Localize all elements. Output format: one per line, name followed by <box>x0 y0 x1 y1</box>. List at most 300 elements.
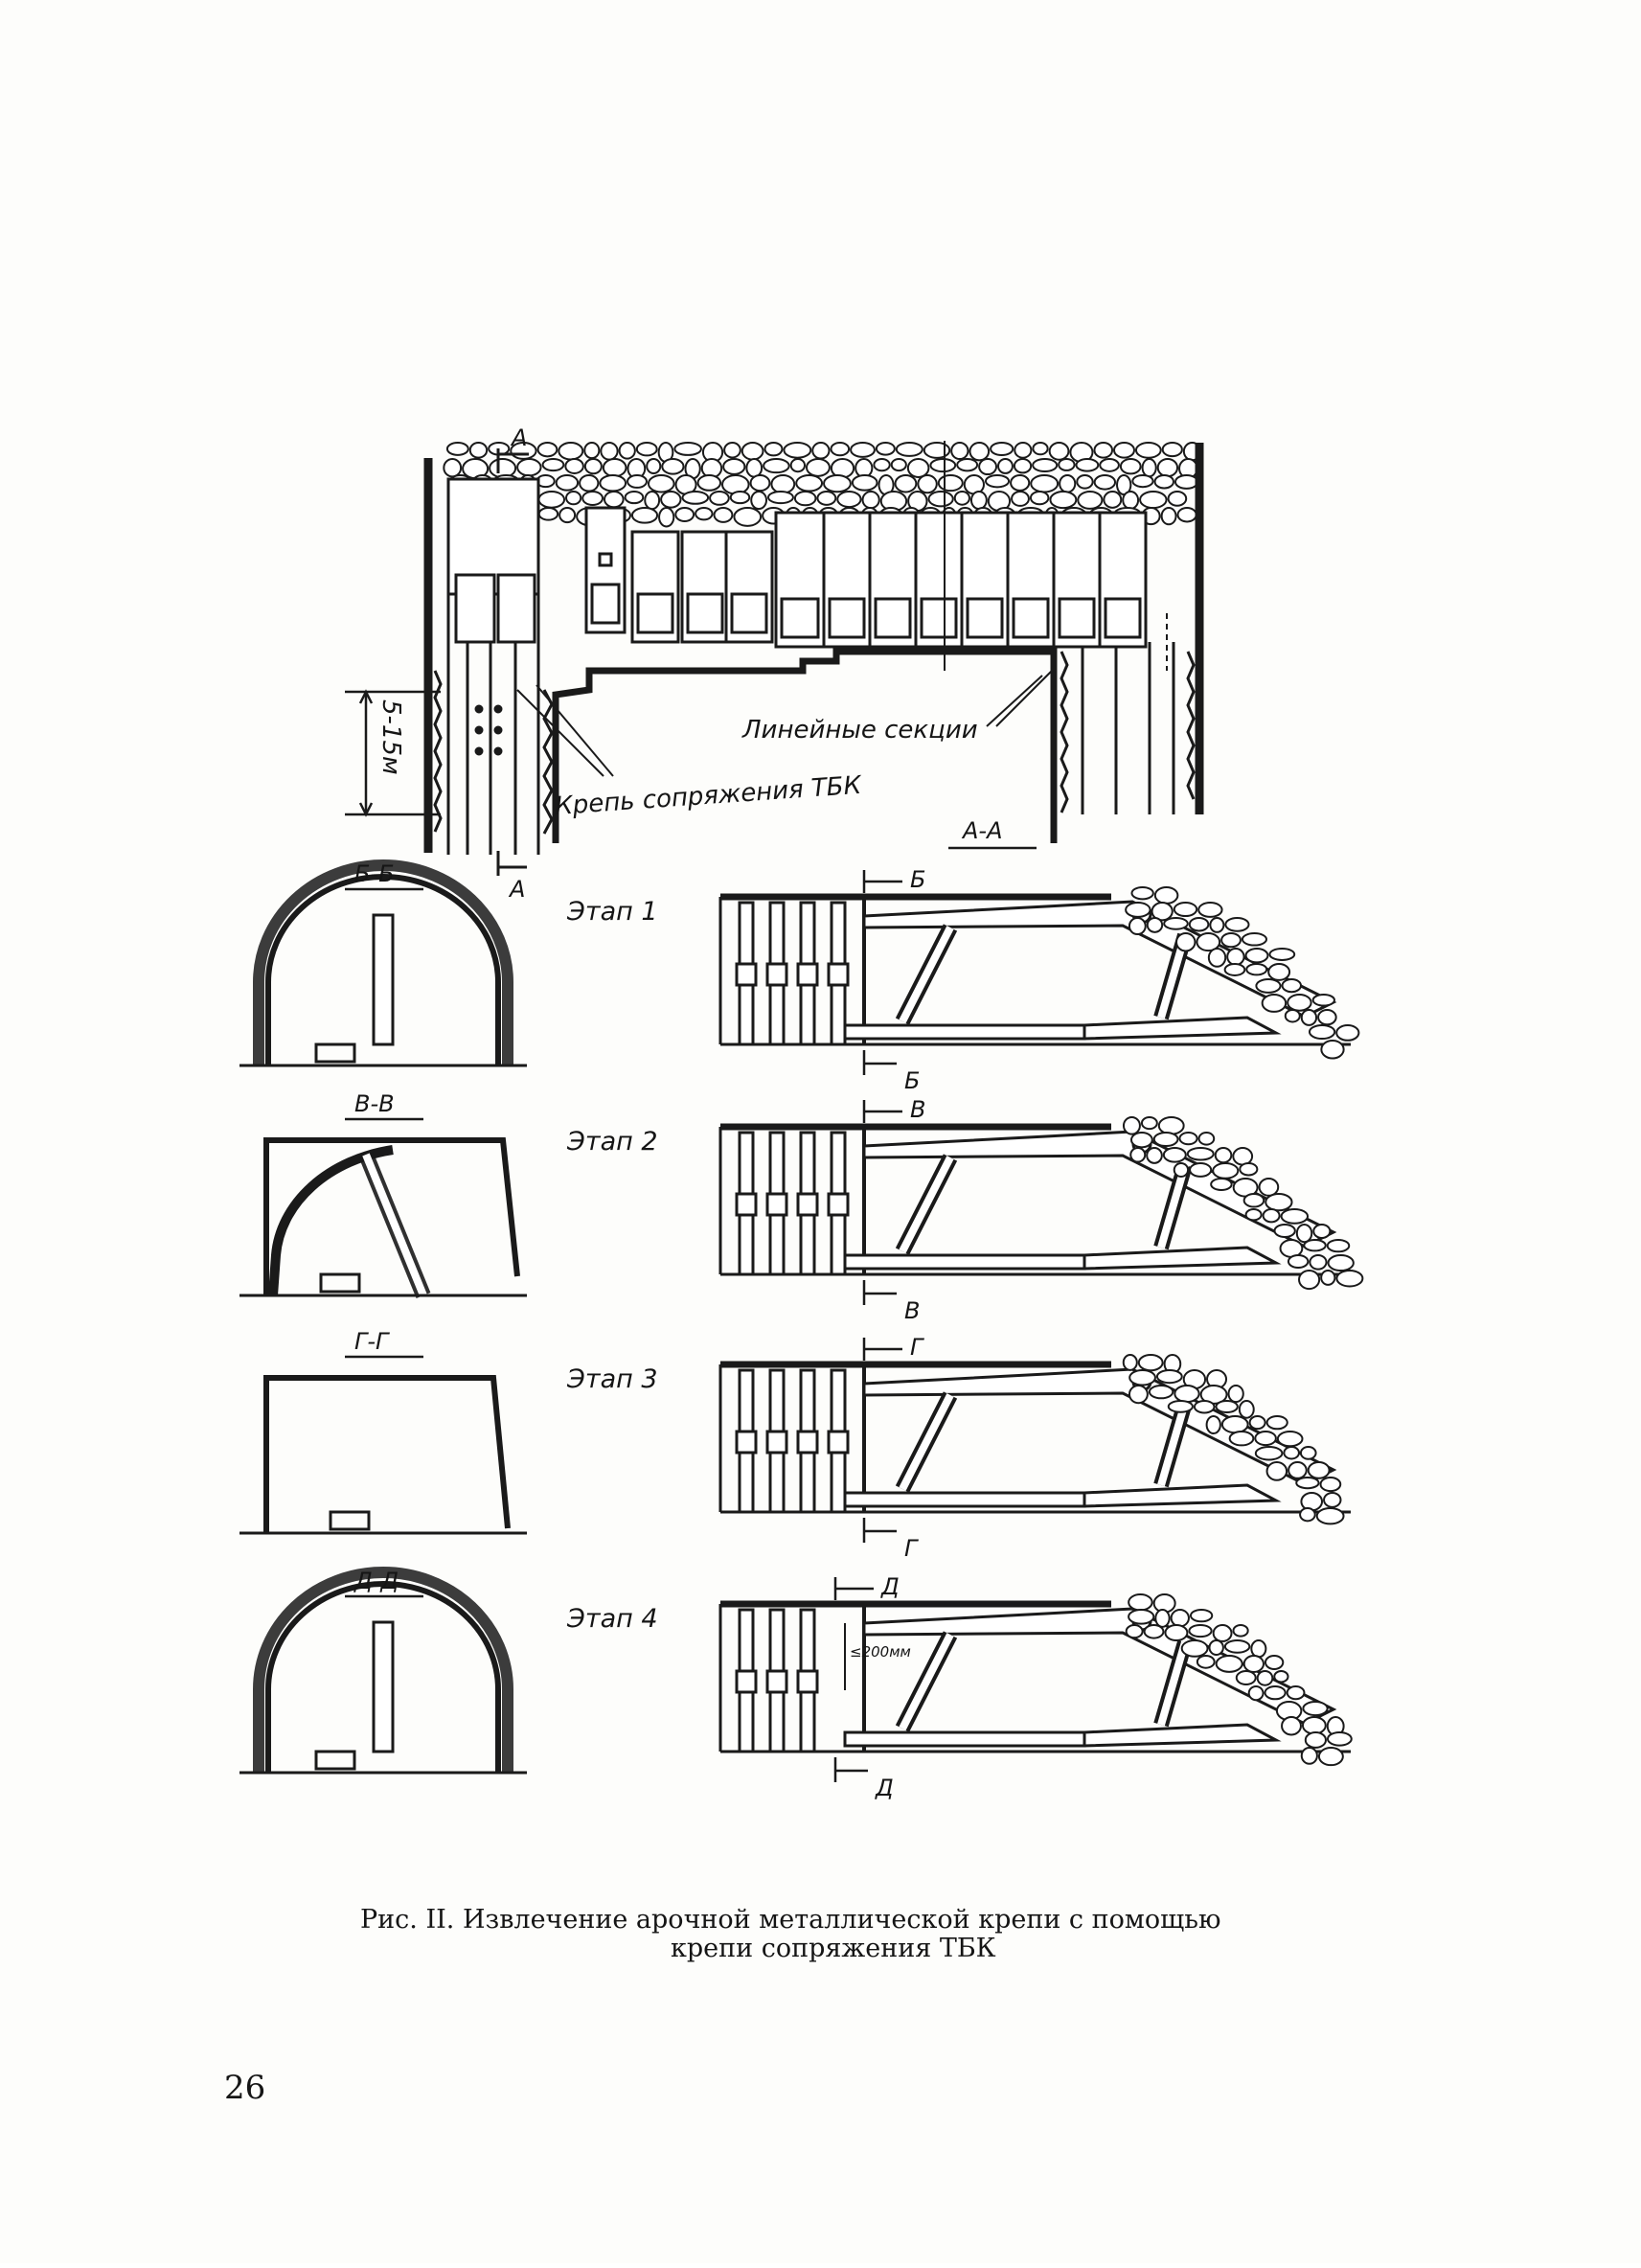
rock <box>1216 1148 1232 1162</box>
rock <box>1174 1163 1188 1177</box>
section-leg <box>922 599 956 637</box>
rock <box>1157 1370 1182 1383</box>
rock <box>1249 1686 1264 1700</box>
rock <box>1145 1625 1164 1638</box>
section-leg <box>732 594 766 632</box>
conveyor <box>316 1752 354 1769</box>
post-clamp <box>767 964 786 985</box>
rock <box>1124 1355 1137 1370</box>
rock <box>1129 918 1146 934</box>
rock <box>853 475 877 491</box>
rock <box>751 475 770 491</box>
rock <box>1169 1401 1193 1412</box>
rock <box>1129 1386 1148 1403</box>
rock <box>1265 1686 1286 1699</box>
rock <box>784 443 810 458</box>
rock <box>929 492 953 506</box>
rock <box>1309 1462 1330 1478</box>
rock <box>565 459 583 473</box>
rock <box>1230 1432 1254 1445</box>
linear-sections <box>586 508 1146 647</box>
cross-section <box>239 865 527 1065</box>
rock <box>539 492 565 508</box>
section-leg <box>1014 599 1048 637</box>
rock <box>957 459 977 470</box>
rock <box>1100 459 1119 471</box>
rock <box>1301 1447 1316 1459</box>
section-title: Г-Г <box>354 1328 389 1355</box>
rock <box>1195 1401 1215 1412</box>
rock <box>674 443 701 455</box>
roof-frame <box>266 1378 508 1533</box>
rock <box>604 492 624 507</box>
prop <box>374 1622 393 1752</box>
section-mark-top: В <box>910 1096 926 1123</box>
post-clamp <box>798 1671 817 1692</box>
rock <box>649 475 674 493</box>
rock <box>924 443 949 458</box>
rock <box>1199 1133 1215 1145</box>
rock <box>1172 1610 1189 1626</box>
rock <box>1282 1209 1308 1224</box>
section-leg <box>782 599 818 637</box>
rock <box>1213 1163 1238 1179</box>
rock <box>863 492 879 508</box>
post-clamp <box>737 1671 756 1692</box>
rock <box>722 475 749 493</box>
rock <box>918 475 936 493</box>
rock <box>1127 1625 1143 1638</box>
rock <box>1240 1401 1254 1418</box>
rock <box>1310 1025 1334 1039</box>
rock <box>1209 949 1225 967</box>
rock <box>1255 1432 1276 1445</box>
rock <box>955 492 969 505</box>
rock <box>1162 508 1176 524</box>
rock <box>1077 475 1092 489</box>
rock <box>1207 1416 1220 1433</box>
rock <box>698 475 720 491</box>
section-leg <box>968 599 1002 637</box>
rock <box>1304 1240 1325 1250</box>
section-marker <box>600 554 611 565</box>
side-view <box>720 870 1358 1075</box>
rock <box>1124 1117 1140 1134</box>
section-mark-bottom: Б <box>904 1067 921 1094</box>
base-lever <box>1084 1725 1276 1746</box>
rock <box>986 475 1009 487</box>
rock <box>1310 1255 1326 1270</box>
rock <box>1225 1640 1249 1653</box>
label-tbk-support: Крепь сопряжения ТБК <box>554 770 863 821</box>
rock <box>1250 1416 1265 1429</box>
section-leg <box>638 594 672 632</box>
rock <box>558 443 582 459</box>
rock <box>682 492 708 504</box>
rock <box>557 475 578 491</box>
base-lever <box>1084 1485 1276 1506</box>
rock <box>645 492 659 509</box>
rock <box>1131 1133 1152 1147</box>
rock <box>710 492 729 505</box>
section-leg <box>876 599 910 637</box>
section-leg <box>1060 599 1094 637</box>
rock <box>662 459 683 474</box>
base-skid <box>845 1255 1084 1269</box>
rock <box>1246 1209 1262 1220</box>
rock <box>1237 1671 1256 1684</box>
rock <box>626 492 644 503</box>
stage-label: Этап 1 <box>567 897 658 927</box>
section-mark-top: Б <box>910 866 926 893</box>
page-number: 26 <box>224 2069 266 2107</box>
rock <box>580 475 598 491</box>
rock <box>1256 979 1280 993</box>
section-mark-bottom: Д <box>876 1775 894 1801</box>
rock <box>1136 443 1161 458</box>
rock <box>1189 1625 1211 1637</box>
post-clamp <box>737 1194 756 1215</box>
rock <box>731 492 749 503</box>
stage-label: Этап 3 <box>567 1364 658 1394</box>
rock <box>1011 475 1029 491</box>
rock <box>1240 1163 1257 1175</box>
rock <box>1210 918 1223 932</box>
rock <box>1169 492 1187 506</box>
wall-texture-left <box>435 671 552 834</box>
rock <box>1114 443 1134 458</box>
rock <box>661 492 680 508</box>
rock <box>851 443 875 457</box>
rock <box>951 443 968 459</box>
rock <box>1060 475 1075 493</box>
rock <box>1147 1148 1162 1163</box>
rock <box>1336 1025 1358 1041</box>
section-leg <box>688 594 722 632</box>
rock <box>896 475 917 492</box>
rock <box>1274 1671 1288 1682</box>
rock <box>1286 1010 1300 1021</box>
rock <box>659 508 673 526</box>
section-leg <box>592 584 619 623</box>
rock <box>1164 918 1188 929</box>
post-clamp <box>798 964 817 985</box>
rock <box>1174 903 1197 916</box>
rock <box>795 492 816 505</box>
rock <box>584 443 599 458</box>
section-title: Б-Б <box>354 860 395 887</box>
prop-inner <box>366 1155 423 1295</box>
rock <box>695 508 712 519</box>
rock <box>600 475 626 491</box>
rock <box>734 508 761 526</box>
rock <box>1197 1656 1215 1668</box>
rock <box>1260 1179 1279 1196</box>
section-title: В-В <box>354 1090 395 1117</box>
rock <box>1222 1416 1248 1432</box>
post-clamp <box>767 1671 786 1692</box>
rock <box>1297 1225 1311 1242</box>
rock <box>1313 1225 1330 1238</box>
rock <box>1050 492 1076 508</box>
section-mark-label: А <box>512 424 528 451</box>
rock <box>796 475 822 492</box>
rock <box>979 459 996 474</box>
post-clamp <box>829 964 848 985</box>
section-mark-label: А <box>510 876 526 903</box>
rock <box>1303 1717 1326 1733</box>
section-mark-top: Д <box>881 1573 900 1600</box>
conveyor <box>321 1274 359 1292</box>
section-leg <box>1105 599 1140 637</box>
rock <box>1269 949 1294 960</box>
cross-section <box>239 1378 527 1533</box>
rock <box>1014 443 1031 458</box>
rock <box>585 459 602 473</box>
rock <box>1014 459 1031 472</box>
rock <box>1050 443 1069 460</box>
post-clamp <box>829 1432 848 1453</box>
rock <box>566 492 581 504</box>
rock <box>1321 1478 1341 1491</box>
rock <box>1154 1133 1178 1146</box>
caption-line-2: крепи сопряжения ТБК <box>671 1934 996 1963</box>
base-skid <box>845 1025 1084 1039</box>
rock <box>1128 1610 1153 1624</box>
rock <box>1059 459 1074 470</box>
rock <box>1267 1416 1288 1429</box>
rock <box>724 443 741 457</box>
rock <box>812 443 829 459</box>
rock <box>627 475 647 488</box>
rock <box>1313 995 1334 1006</box>
rock <box>1211 1179 1232 1190</box>
rock <box>1265 1194 1291 1210</box>
rock <box>1210 1640 1223 1655</box>
stage-4 <box>239 1568 1352 1801</box>
post-clamp <box>737 1432 756 1453</box>
rock <box>1148 918 1162 932</box>
section-mark-top: Г <box>910 1334 923 1361</box>
rock <box>1163 443 1182 456</box>
rock <box>1324 1493 1340 1507</box>
hydraulic-leg-inner <box>902 1157 950 1251</box>
rock <box>1300 1508 1315 1521</box>
rock <box>444 459 461 476</box>
rock <box>1143 459 1156 476</box>
prop <box>374 915 393 1044</box>
rock <box>1233 1148 1252 1165</box>
side-view <box>720 1577 1352 1782</box>
rock <box>1246 949 1268 962</box>
rock <box>723 459 744 474</box>
figure-caption <box>360 1905 1220 1963</box>
rock <box>517 459 540 475</box>
section-title: Д-Д <box>354 1568 399 1594</box>
rock <box>1278 1432 1303 1446</box>
rock <box>998 459 1013 473</box>
post-clamp <box>798 1194 817 1215</box>
rock <box>771 475 794 493</box>
rock <box>1229 1386 1243 1402</box>
rock <box>1179 1133 1197 1144</box>
rock <box>817 492 835 505</box>
post-clamp <box>737 964 756 985</box>
rock <box>1121 459 1141 473</box>
rock <box>601 443 617 460</box>
rock <box>675 508 694 521</box>
rock <box>1132 475 1152 487</box>
rock <box>765 443 783 455</box>
rock <box>715 508 733 522</box>
section-aa-label: А-А <box>963 817 1003 844</box>
rock <box>892 459 906 470</box>
rock <box>538 443 558 456</box>
rock <box>1227 949 1243 965</box>
rock <box>1216 1401 1237 1412</box>
rock <box>1190 1163 1211 1177</box>
rock <box>1094 443 1112 458</box>
rock <box>1129 1370 1155 1385</box>
rock <box>1263 995 1287 1012</box>
section-mark-a-bottom <box>498 851 527 903</box>
rock <box>1155 887 1178 904</box>
rock <box>1130 1148 1145 1162</box>
side-view <box>720 1338 1351 1543</box>
base-skid <box>845 1493 1084 1506</box>
rock <box>1159 1117 1184 1134</box>
rock <box>930 459 955 471</box>
rock <box>1296 1478 1318 1488</box>
rock <box>1198 903 1221 917</box>
stage-1 <box>239 860 1358 1094</box>
rock <box>1265 1656 1283 1669</box>
hydraulic-leg-inner <box>902 928 950 1021</box>
rock <box>874 459 889 470</box>
rock <box>604 459 627 476</box>
rock <box>897 443 923 456</box>
rock <box>1256 1447 1283 1459</box>
rock <box>742 443 764 460</box>
dimension-label: 5-15м <box>376 699 405 775</box>
rock <box>831 443 849 455</box>
rock <box>1078 492 1102 509</box>
rock <box>1182 1640 1208 1657</box>
rock <box>908 459 929 477</box>
rock <box>1302 1748 1317 1764</box>
rock <box>1246 964 1266 974</box>
rock <box>1176 933 1195 951</box>
rock <box>1033 443 1047 454</box>
rock <box>746 459 762 477</box>
rock <box>1164 1148 1186 1162</box>
rock <box>1126 903 1150 917</box>
section-leg <box>830 599 864 637</box>
rock <box>1174 1386 1198 1402</box>
post-clamp <box>798 1432 817 1453</box>
rock <box>1234 1625 1248 1637</box>
stage-2 <box>239 1090 1362 1324</box>
rock <box>1139 1355 1163 1370</box>
rock <box>1214 1625 1232 1641</box>
section-mark-bottom: Г <box>904 1535 918 1562</box>
rock <box>632 508 657 523</box>
conveyor <box>316 1044 354 1062</box>
rock <box>971 492 987 509</box>
rock <box>1328 1732 1352 1746</box>
rock <box>1318 1010 1336 1024</box>
rock <box>1328 1240 1350 1251</box>
rock <box>559 508 575 522</box>
rock <box>1329 1255 1354 1271</box>
rock <box>1267 1462 1288 1480</box>
rock <box>1299 1271 1319 1289</box>
rock <box>791 459 805 471</box>
rock <box>1321 1271 1334 1285</box>
rock <box>1191 1610 1212 1621</box>
rock <box>1155 1610 1169 1627</box>
rock <box>1095 475 1115 490</box>
rock <box>1104 492 1121 508</box>
rock <box>1158 459 1177 476</box>
rock <box>539 508 558 520</box>
rock <box>1225 964 1245 975</box>
rock <box>582 492 603 505</box>
rock <box>1031 475 1058 493</box>
rock <box>1288 1686 1305 1699</box>
rock <box>1288 995 1311 1011</box>
rock <box>470 443 487 458</box>
post-clamp <box>829 1194 848 1215</box>
dimension-200mm: ≤200мм <box>850 1643 911 1661</box>
base-lever <box>1084 1248 1276 1269</box>
rock <box>1264 1209 1280 1222</box>
left-roadway-supports <box>448 479 538 855</box>
rock <box>1217 1656 1242 1672</box>
rock <box>1275 1225 1295 1237</box>
rock <box>1306 1732 1326 1748</box>
rock <box>1165 1625 1187 1640</box>
rock <box>991 443 1013 455</box>
rock <box>877 443 895 455</box>
rock <box>447 443 468 455</box>
rock <box>620 443 635 459</box>
rock <box>807 459 830 476</box>
cross-section <box>239 1572 527 1773</box>
rock <box>1303 1702 1327 1715</box>
stages <box>239 860 1362 1801</box>
rock <box>1258 1671 1273 1685</box>
post-clamp <box>767 1432 786 1453</box>
rock <box>647 459 660 473</box>
label-linear-sections: Линейные секции <box>742 716 978 745</box>
rock <box>1175 475 1197 489</box>
stage-3 <box>239 1328 1351 1562</box>
rock <box>1244 1656 1264 1672</box>
rock <box>1321 1041 1343 1059</box>
side-view <box>720 1100 1362 1305</box>
base-lever <box>1084 1018 1276 1039</box>
rock <box>824 475 851 492</box>
rock <box>764 459 789 472</box>
rock <box>1251 1640 1265 1657</box>
cross-section <box>239 1140 527 1295</box>
rock <box>1155 475 1174 488</box>
stage-label: Этап 2 <box>567 1127 658 1157</box>
rock <box>1242 933 1266 946</box>
rock <box>1128 1594 1151 1610</box>
post-clamp <box>767 1194 786 1215</box>
